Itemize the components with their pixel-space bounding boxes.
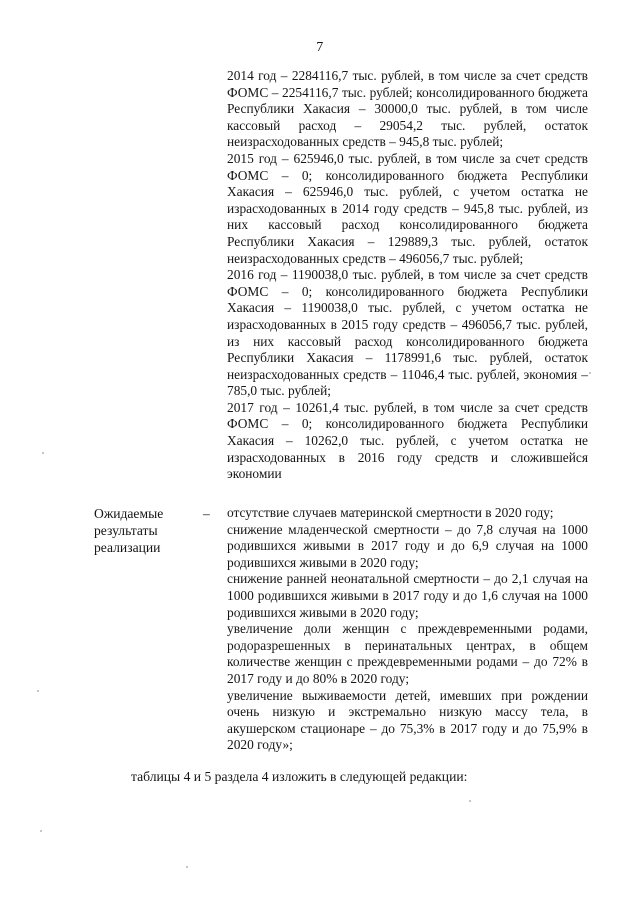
scan-speck xyxy=(186,866,188,868)
result-item-maternal-mortality: отсутствие случаев материнской смертности в 2020 году; xyxy=(227,505,554,520)
scan-speck xyxy=(37,690,39,692)
results-list xyxy=(227,505,588,754)
scan-speck xyxy=(589,372,591,374)
funding-paragraphs xyxy=(227,68,588,483)
scan-speck xyxy=(469,800,471,802)
funding-2015: 2015 год – 625946,0 тыс. рублей, в том числе за счет средств ФОМС – 0; консолидированного бюджета Республики Хакасия – 625946,0 тыс. рублей, с учетом остатка не израсходованных в 2014 году средств – 945,8 тыс. рублей, из них кассовый расход консолидированного бюджета Республики Хакасия – 129889,3 тыс. рублей, остаток неизрасходованных средств – 496056,7 тыс. рублей; xyxy=(227,150,588,266)
funding-2016: 2016 год – 1190038,0 тыс. рублей, в том числе за счет средств ФОМС – 0; консолидированного бюджета Республики Хакасия – 1190038,0 тыс. рублей, с учетом остатка не израсходованных в 2015 году средств – 496056,7 тыс. рублей, из них кассовый расход консолидированного бюджета Республики Хакасия – 1178991,6 тыс. рублей, остаток неизрасходованных средств – 11046,4 тыс. рублей, экономия – 785,0 тыс. рублей; xyxy=(227,267,588,399)
result-item-neonatal-mortality: снижение ранней неонатальной смертности – до 2,1 случая на 1000 родившихся живыми в 2017 году и до 1,6 случая на 1000 родившихся живыми в 2020 году; xyxy=(227,571,588,620)
result-item-low-weight-survival: увеличение выживаемости детей, имевших при рождении очень низкую и экстремально низкую массу тела, в акушерском стационаре – до 75,3% в 2017 году и до 75,9% в 2020 году»; xyxy=(227,687,588,753)
results-section-label: Ожидаемые результаты реализации xyxy=(94,506,164,555)
page-number: 7 xyxy=(316,40,324,55)
result-item-infant-mortality: снижение младенческой смертности – до 7,8 случая на 1000 родившихся живыми в 2017 году и до 6,9 случая на 1000 родившихся живыми в 2020 году; xyxy=(227,521,588,570)
funding-2017: 2017 год – 10261,4 тыс. рублей, в том числе за счет средств ФОМС – 0; консолидированного бюджета Республики Хакасия – 10262,0 тыс. рублей, с учетом остатка не израсходованных в 2016 году средств и сложившейся экономии xyxy=(227,399,588,482)
results-section-dash: – xyxy=(203,506,210,521)
closing-instruction: таблицы 4 и 5 раздела 4 изложить в следующей редакции: xyxy=(131,769,468,784)
scan-speck xyxy=(42,452,44,454)
funding-2014: 2014 год – 2284116,7 тыс. рублей, в том числе за счет средств ФОМС – 2254116,7 тыс. рублей; консолидированного бюджета Республики Хакасия – 30000,0 тыс. рублей, в том числе кассовый расход – 29054,2 тыс. рублей, остаток неизрасходованных средств – 945,8 тыс. рублей; xyxy=(227,68,588,150)
result-item-perinatal-deliveries: увеличение доли женщин с преждевременными родами, родоразрешенных в перинатальных центрах, в общем количестве женщин с преждевременными родами – до 72% в 2017 году и до 80% в 2020 году; xyxy=(227,621,588,686)
scan-speck xyxy=(40,830,42,832)
